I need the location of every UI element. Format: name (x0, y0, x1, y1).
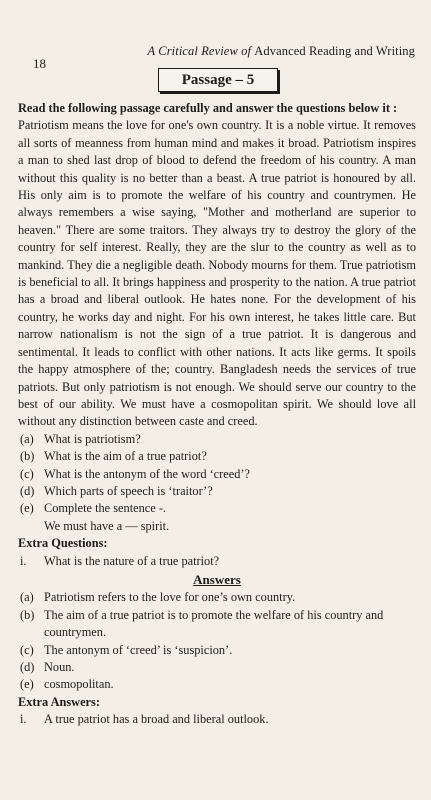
answer-label: (e) (20, 677, 34, 692)
answer-item (18, 607, 416, 642)
answer-text: Noun. (44, 660, 75, 674)
answer-text: cosmopolitan. (44, 677, 114, 692)
main-content (18, 100, 416, 729)
answer-label: (c) (20, 642, 34, 657)
answer-item (18, 659, 416, 676)
question-text: Complete the sentence -. (44, 501, 167, 516)
question-item (18, 500, 416, 517)
book-title-italic: A Critical Review of (147, 44, 252, 58)
question-item (18, 466, 416, 483)
answer-item (18, 676, 416, 693)
instruction: Read the following passage carefully and answer the questions below it : (18, 101, 398, 115)
extra-answer-list (18, 711, 416, 728)
passage-text: Patriotism means the love for one's own country. It is a noble virtue. It removes all sorts of meanness from human mind and makes it broad. Patriotism inspires a man to shed last drop of blood to defend the freedom of his country. A man without this quality is no better than a beast. A true patriot is honoured by all. His only aim is to promote the welfare of his country and countrymen. He always remembers a wise saying, "Mother and motherland are superior to heaven." There are some traitors. They always try to destroy the glory of the country for self interest. Really, they are the slur to the country as well as to mankind. They die a negligible death. Nobody mourns for them. True patriotism is beneficial to all. It brings happiness and prosperity to the nation. A true patriot has a broad and liberal outlook. He hates none. For the development of his country, he works day and night. For his own interest, he takes little care. But narrow nationalism is not the sign of a true patriot. It is dangerous and sentimental. It leads to conflict with other nations. It acts like germs. It spoils the happy atmosphere of the; country. Bangladesh needs the services of true patriots. But only patriotism is not enough. We should serve our country to the best of our ability. We must have a cosmopolitan spirit. We should love all without any distinction between caste and creed. (18, 118, 416, 429)
page-number: 18 (33, 56, 46, 71)
extra-answers-heading: Extra Answers: (18, 694, 100, 709)
extra-answer-text: A true patriot has a broad and liberal outlook. (44, 712, 269, 727)
question-text: Which parts of speech is ‘traitor’? (44, 483, 213, 498)
passage-title: Passage – 5 (158, 68, 278, 92)
question-item (18, 431, 416, 448)
book-title-rest: Advanced Reading and Writing (254, 44, 415, 58)
question-e-continuation: We must have a — spirit. (44, 518, 170, 533)
question-list (18, 431, 416, 518)
extra-questions-heading: Extra Questions: (18, 536, 108, 551)
answer-item (18, 642, 416, 659)
extra-question-item (18, 553, 416, 570)
question-text: What is the antonym of the word ‘creed’? (44, 466, 250, 481)
answer-list (18, 589, 416, 693)
question-label: (a) (20, 431, 34, 446)
answer-text: Patriotism refers to the love for one’s own country. (44, 590, 296, 605)
answers-heading: Answers (193, 571, 241, 587)
question-item (18, 483, 416, 500)
extra-question-text: What is the nature of a true patriot? (44, 553, 220, 568)
book-title (148, 44, 415, 59)
answer-label: (d) (20, 660, 35, 674)
extra-question-label: i. (20, 553, 27, 568)
answer-label: (b) (20, 607, 35, 622)
answer-text: The antonym of ‘creed’ is ‘suspicion’. (44, 642, 233, 657)
extra-answer-label: i. (20, 712, 27, 727)
question-label: (b) (20, 449, 35, 464)
answer-label: (a) (20, 590, 34, 605)
question-label: (e) (20, 501, 34, 516)
question-label: (d) (20, 483, 35, 498)
extra-question-list (18, 553, 416, 570)
extra-answer-item (18, 711, 416, 728)
question-label: (c) (20, 466, 34, 481)
answer-text: The aim of a true patriot is to promote the welfare of his country and countrymen. (44, 607, 384, 640)
question-item (18, 448, 416, 465)
answer-item (18, 589, 416, 606)
question-text: What is the aim of a true patriot? (44, 449, 207, 464)
question-text: What is patriotism? (44, 431, 141, 446)
